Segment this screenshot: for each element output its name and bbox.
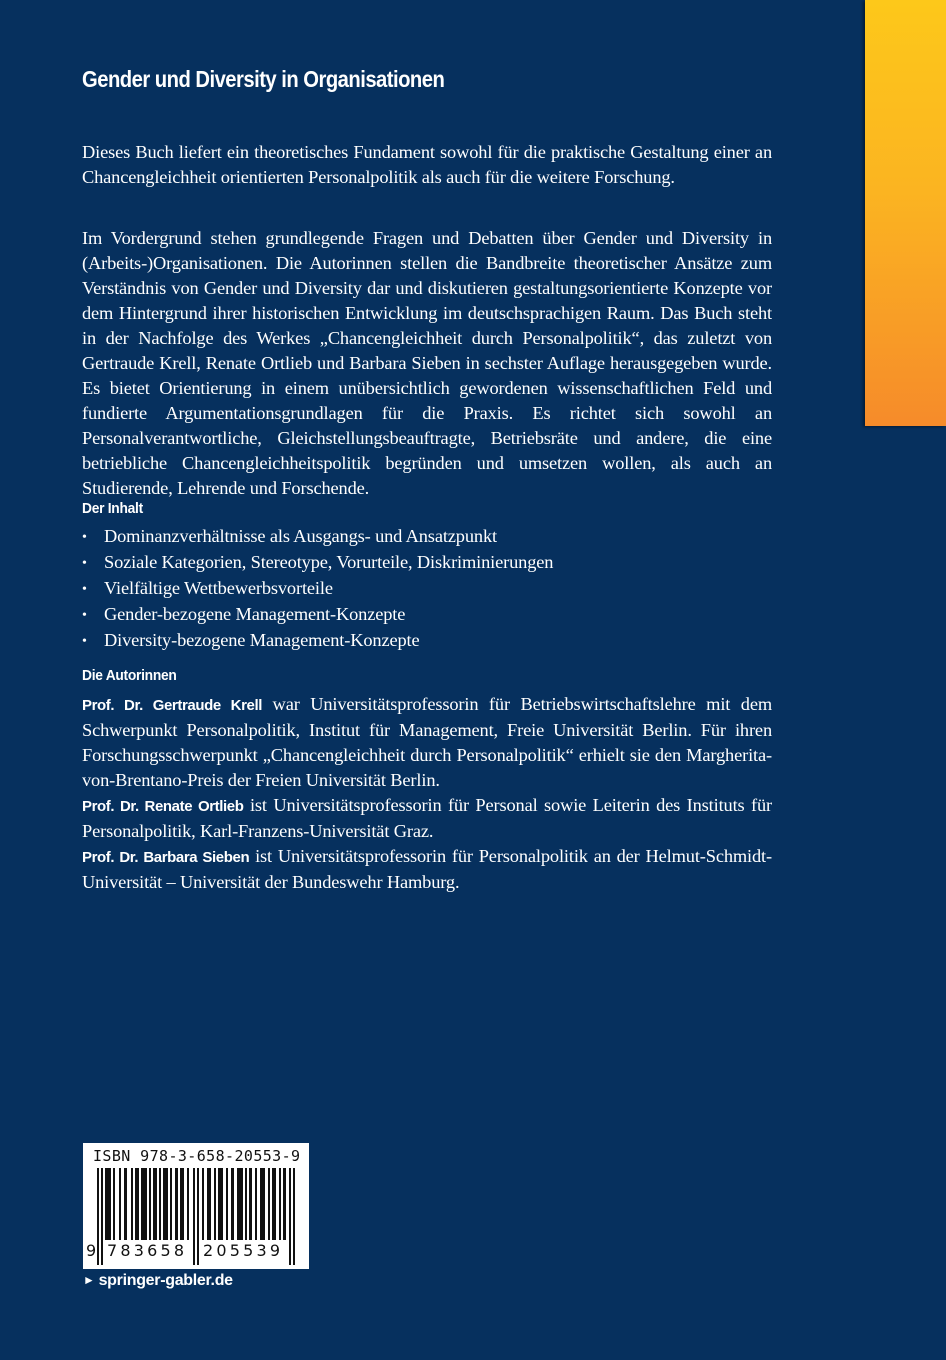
barcode-digits-right: 205539 [203, 1241, 284, 1260]
isbn-label: ISBN 978-3-658-20553-9 [93, 1147, 301, 1165]
book-title: Gender und Diversity in Organisationen [82, 66, 445, 92]
isbn-barcode [83, 1143, 309, 1269]
bullet-icon: • [82, 530, 87, 545]
author-entry [82, 793, 772, 844]
author-bio: ist Universitätsprofessorin für Personal sowie Leiterin des Instituts für Personalpolitik, Karl-Franzens-Universität Graz. [82, 795, 772, 841]
contents-list [82, 524, 553, 654]
bullet-icon: • [82, 608, 87, 623]
contents-item: • Vielfältige Wettbewerbsvorteile [82, 576, 553, 602]
website-label: springer-gabler.de [98, 1272, 233, 1289]
contents-item: • Gender-bezogene Management-Konzepte [82, 602, 553, 628]
play-arrow-icon: ► [83, 1273, 95, 1287]
author-entry [82, 692, 772, 793]
author-name: Prof. Dr. Renate Ortlieb [82, 798, 244, 815]
author-bio: war Universitätsprofessorin für Betriebswirtschaftslehre mit dem Schwerpunkt Personalpolitik, Institut für Management, Freie Universität Berlin. Für ihren Forschungsschwerpunkt „Chancengleichheit durch Personalpolitik“ erhielt sie den Margherita-von-Brentano-Preis der Freien Universität Berlin. [82, 694, 772, 790]
contents-item: • Diversity-bezogene Management-Konzepte [82, 628, 553, 654]
bullet-icon: • [82, 556, 87, 571]
author-entry [82, 844, 772, 895]
publisher-website[interactable] [83, 1272, 233, 1290]
bullet-icon: • [82, 634, 87, 649]
author-name: Prof. Dr. Barbara Sieben [82, 849, 250, 866]
description-paragraph: Im Vordergrund stehen grundlegende Fragen und Debatten über Gender und Diversity in (Arbeits-)Organisationen. Die Autorinnen stellen die Bandbreite theoretischer Ansätze zum Verständnis von Gender und Diversity dar und diskutieren gestaltungsorientierte Konzepte vor dem Hintergrund ihrer historischen Entwicklung im deutschsprachigen Raum. Das Buch steht in der Nachfolge des Werkes „Chancengleichheit durch Personalpolitik“, das zuletzt von Gertraude Krell, Renate Ortlieb und Barbara Sieben in sechster Auflage herausgegeben wurde. Es bietet Orientierung in einem unübersichtlich gewordenen wissenschaftlichen Feld und fundierte Argumentationsgrundlagen für die Praxis. Es richtet sich sowohl an Personalverantwortliche, Gleichstellungsbeauftragte, Betriebsräte und andere, die eine betriebliche Chancengleichheitspolitik begründen und umsetzen wollen, als auch an Studierende, Lehrende und Forschende. [82, 228, 772, 499]
barcode-digits-left: 783658 [107, 1241, 188, 1260]
contents-item: • Dominanzverhältnisse als Ausgangs- und Ansatzpunkt [82, 524, 553, 550]
contents-item: • Soziale Kategorien, Stereotype, Vorurteile, Diskriminierungen [82, 550, 553, 576]
authors-list [82, 692, 772, 895]
author-name: Prof. Dr. Gertraude Krell [82, 697, 263, 714]
intro-paragraph: Dieses Buch liefert ein theoretisches Fundament sowohl für die praktische Gestaltung einer an Chancengleichheit orientierten Personalpolitik als auch für die weitere Forschung. [82, 142, 772, 188]
barcode-digit-first: 9 [86, 1241, 100, 1260]
contents-heading: Der Inhalt [82, 500, 143, 517]
authors-heading: Die Autorinnen [82, 667, 177, 684]
accent-color-bar [865, 0, 946, 426]
bullet-icon: • [82, 582, 87, 597]
author-bio: ist Universitätsprofessorin für Personalpolitik an der Helmut-Schmidt-Universität – Universität der Bundeswehr Hamburg. [82, 846, 772, 892]
